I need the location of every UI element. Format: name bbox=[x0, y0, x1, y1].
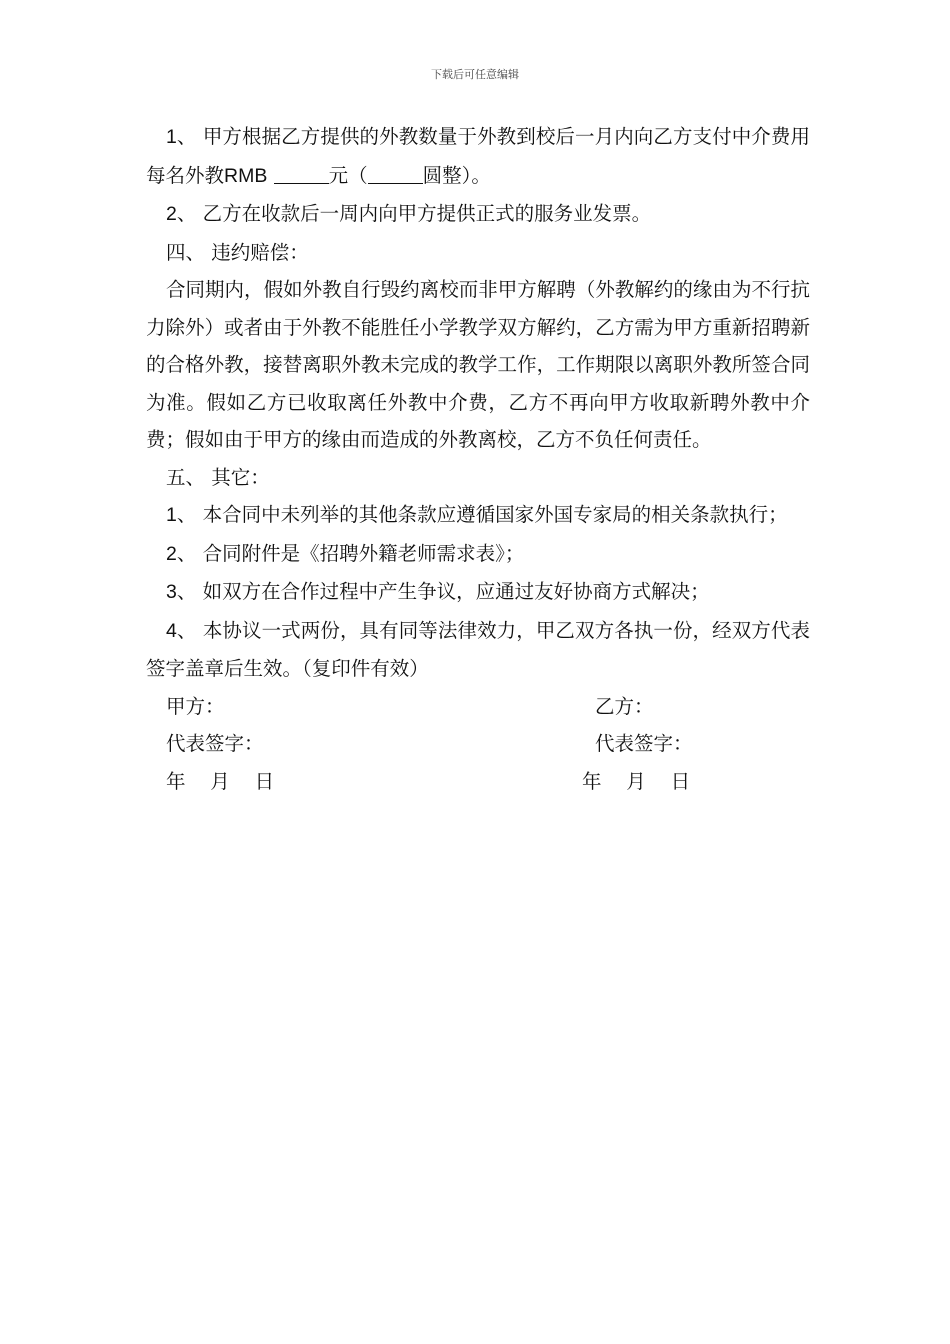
section-5-title: 五、 其它： bbox=[166, 465, 270, 489]
contract-body bbox=[146, 118, 810, 800]
item-text: 如双方在合作过程中产生争议，应通过友好协商方式解决； bbox=[202, 580, 710, 603]
item-number: 4、 bbox=[166, 619, 197, 642]
section-5-item-4 bbox=[146, 612, 810, 688]
party-b-label: 乙方： bbox=[595, 694, 654, 718]
date-b-label: 年 月 日 bbox=[582, 769, 691, 793]
payment-item-2 bbox=[146, 195, 810, 234]
signature-party-row bbox=[146, 688, 810, 726]
section-5-item-1 bbox=[146, 496, 810, 535]
item-number: 3、 bbox=[166, 581, 197, 603]
item-text: 圆整）。 bbox=[422, 163, 491, 187]
item-text: 元（ bbox=[328, 163, 368, 187]
item-text: 合同附件是《招聘外籍老师需求表》； bbox=[202, 541, 525, 565]
section-5-item-2 bbox=[146, 535, 810, 574]
item-text: 乙方在收款后一周内向甲方提供正式的服务业发票。 bbox=[202, 202, 652, 225]
item-number: 2、 bbox=[166, 542, 197, 565]
signature-rep-row bbox=[146, 725, 810, 763]
item-text: 甲方根据乙方提供的外教数量于外教到校后一月内向乙方支付中介费用每名外教 bbox=[146, 125, 810, 187]
signature-date-row bbox=[146, 763, 810, 801]
rep-a-label: 代表签字： bbox=[166, 732, 264, 755]
payment-item-1 bbox=[146, 118, 810, 195]
rep-b-label: 代表签字： bbox=[595, 732, 693, 755]
page-header: 下载后可任意编辑 bbox=[431, 68, 519, 81]
currency-label: RMB bbox=[224, 164, 268, 187]
item-number: 2、 bbox=[166, 203, 197, 225]
section-4-body: 合同期内，假如外教自行毁约离校而非甲方解聘（外教解约的缘由为不行抗力除外）或者由于外教不能胜任小学教学双方解约，乙方需为甲方重新招聘新的合格外教，接替离职外教未完成的教学工作，工作期限以离职外教所签合同为准。假如乙方已收取离任外教中介费，乙方不再向甲方收取新聘外教中介费；假如由于甲方的缘由而造成的外教离校，乙方不负任何责任。 bbox=[146, 278, 810, 451]
section-5-item-3 bbox=[146, 573, 810, 612]
item-text: 本合同中未列举的其他条款应遵循国家外国专家局的相关条款执行； bbox=[202, 503, 788, 526]
item-number: 1、 bbox=[166, 126, 197, 148]
section-4-title: 四、 违约赔偿： bbox=[166, 240, 309, 264]
amount-blank bbox=[274, 163, 329, 184]
item-text: 本协议一式两份，具有同等法律效力，甲乙双方各执一份，经双方代表签字盖章后生效。（复印件有效） bbox=[146, 618, 810, 680]
item-number: 1、 bbox=[166, 504, 197, 526]
date-a-label: 年 月 日 bbox=[166, 769, 275, 793]
party-a-label: 甲方： bbox=[166, 694, 225, 718]
amount-words-blank bbox=[368, 163, 423, 184]
